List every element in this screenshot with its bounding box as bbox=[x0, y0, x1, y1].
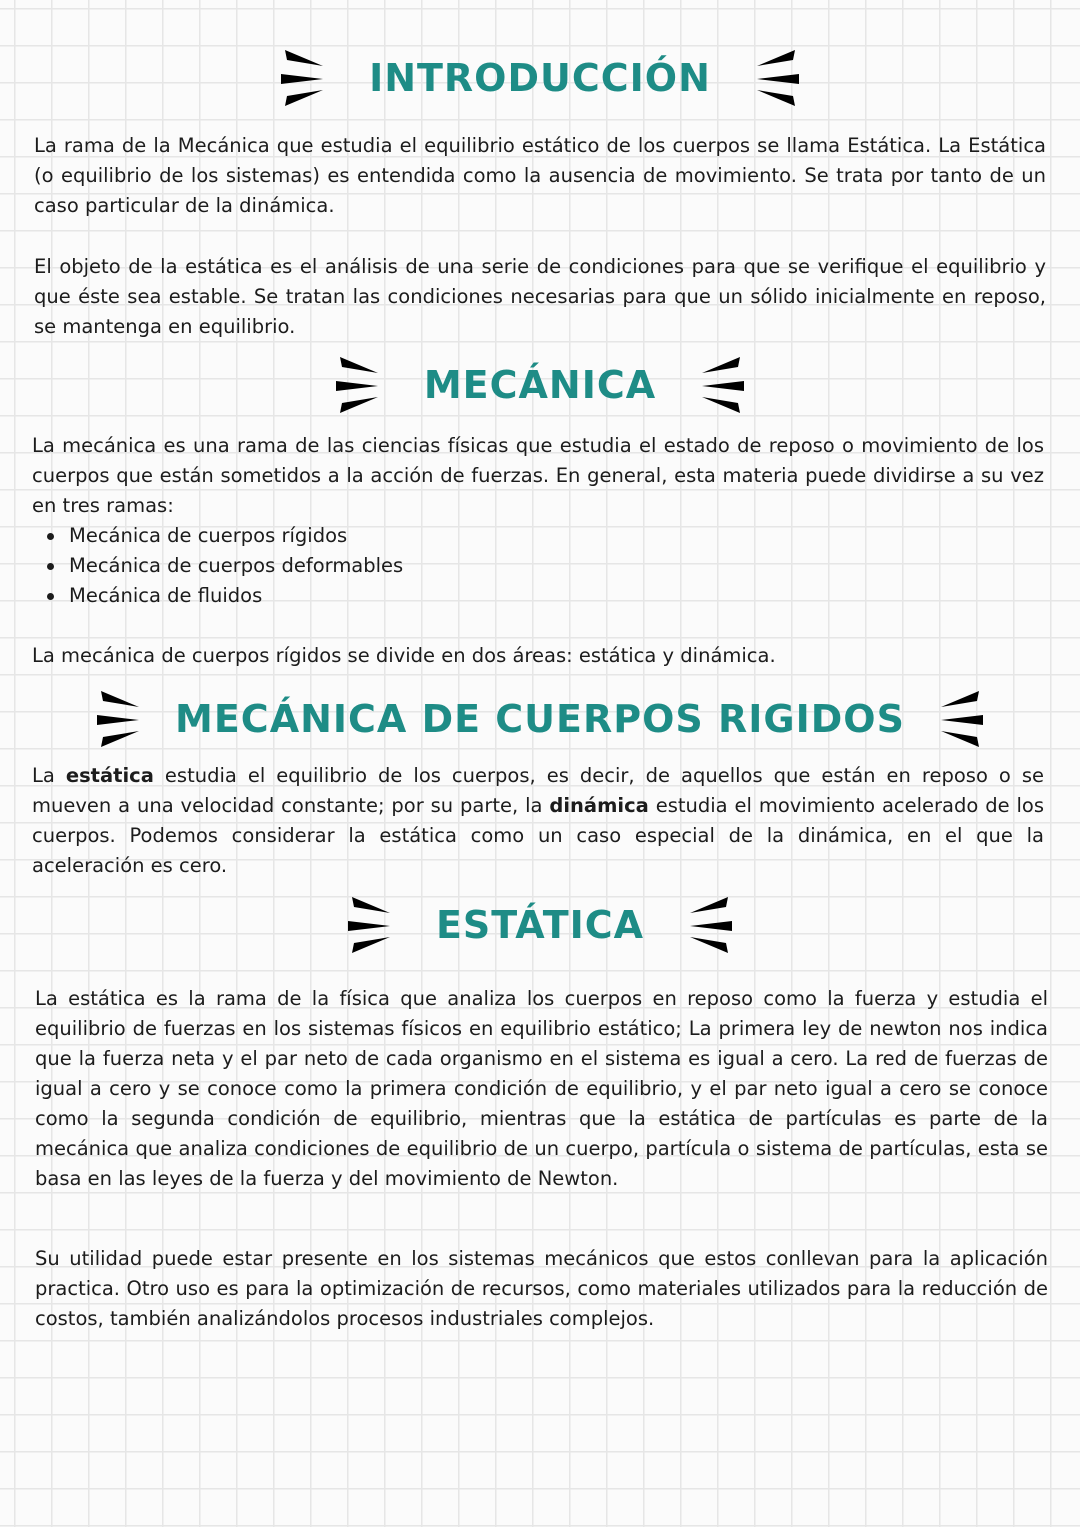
bullet-icon bbox=[47, 563, 54, 570]
list-item: Mecánica de fluidos bbox=[34, 581, 403, 611]
section-title-cuerpos-rigidos: MECÁNICA DE CUERPOS RIGIDOS bbox=[175, 697, 905, 741]
burst-right-icon bbox=[751, 46, 803, 110]
heading-cuerpos-rigidos bbox=[0, 687, 1080, 751]
paragraph-mecanica-2: La mecánica de cuerpos rígidos se divide en dos áreas: estática y dinámica. bbox=[32, 644, 776, 667]
paragraph-estatica-1: La estática es la rama de la física que analiza los cuerpos en reposo como la fuerza y estudia el equilibrio de fuerzas en los sistemas físicos en equilibrio estático; La primera ley de newton nos indica que la fuerza neta y el par neto de cada organismo en el sistema es igual a cero. La red de fuerzas de igual a cero y se conoce como la primera condición de equilibrio, y el par neto igual a cero se conoce como la segunda condición de equilibrio, mientras que la estática de partículas es parte de la mecánica que analiza condiciones de equilibrio de un cuerpo, partícula o sistema de partículas, esta se basa en las leyes de la fuerza y del movimiento de Newton. bbox=[35, 987, 1048, 1190]
burst-right-icon bbox=[935, 687, 987, 751]
burst-left-icon bbox=[277, 46, 329, 110]
burst-left-icon bbox=[344, 893, 396, 957]
heading-mecanica bbox=[0, 353, 1080, 417]
term-estatica: estática bbox=[65, 764, 154, 787]
list-item: Mecánica de cuerpos rígidos bbox=[34, 521, 403, 551]
paragraph-cuerpos-rigidos: La estática estudia el equilibrio de los cuerpos, es decir, de aquellos que están en reposo o se mueven a una velocidad constante; por su parte, la dinámica estudia el movimiento acelerado de los cuerpos. Podemos considerar la estática como un caso especial de la dinámica, en el que la aceleración es cero. bbox=[32, 764, 1045, 877]
list-item: Mecánica de cuerpos deformables bbox=[34, 551, 403, 581]
term-dinamica: dinámica bbox=[549, 794, 649, 817]
burst-left-icon bbox=[332, 353, 384, 417]
paragraph-estatica-2: Su utilidad puede estar presente en los sistemas mecánicos que estos conllevan para la aplicación practica. Otro uso es para la optimización de recursos, como materiales utilizados para la reducción de costos, también analizándolos procesos industriales complejos. bbox=[35, 1247, 1048, 1330]
paragraph-introduccion-1: La rama de la Mecánica que estudia el equilibrio estático de los cuerpos se llama Estática. La Estática (o equilibrio de los sistemas) es entendida como la ausencia de movimiento. Se trata por tanto de un caso particular de la dinámica. bbox=[34, 134, 1046, 217]
burst-right-icon bbox=[696, 353, 748, 417]
bullet-icon bbox=[47, 593, 54, 600]
burst-right-icon bbox=[684, 893, 736, 957]
branches-list bbox=[34, 521, 403, 611]
section-title-estatica: ESTÁTICA bbox=[435, 903, 645, 947]
paragraph-introduccion-2: El objeto de la estática es el análisis de una serie de condiciones para que se verifique el equilibrio y que éste sea estable. Se tratan las condiciones necesarias para que un sólido inicialmente en reposo, se mantenga en equilibrio. bbox=[34, 255, 1046, 338]
section-title-mecanica: MECÁNICA bbox=[423, 363, 657, 407]
paragraph-mecanica-1: La mecánica es una rama de las ciencias físicas que estudia el estado de reposo o movimiento de los cuerpos que están sometidos a la acción de fuerzas. En general, esta materia puede dividirse a su vez en tres ramas: bbox=[32, 434, 1044, 517]
section-title-introduccion: INTRODUCCIÓN bbox=[369, 56, 711, 100]
burst-left-icon bbox=[93, 687, 145, 751]
bullet-icon bbox=[47, 533, 54, 540]
heading-estatica bbox=[0, 893, 1080, 957]
heading-introduccion bbox=[0, 46, 1080, 110]
